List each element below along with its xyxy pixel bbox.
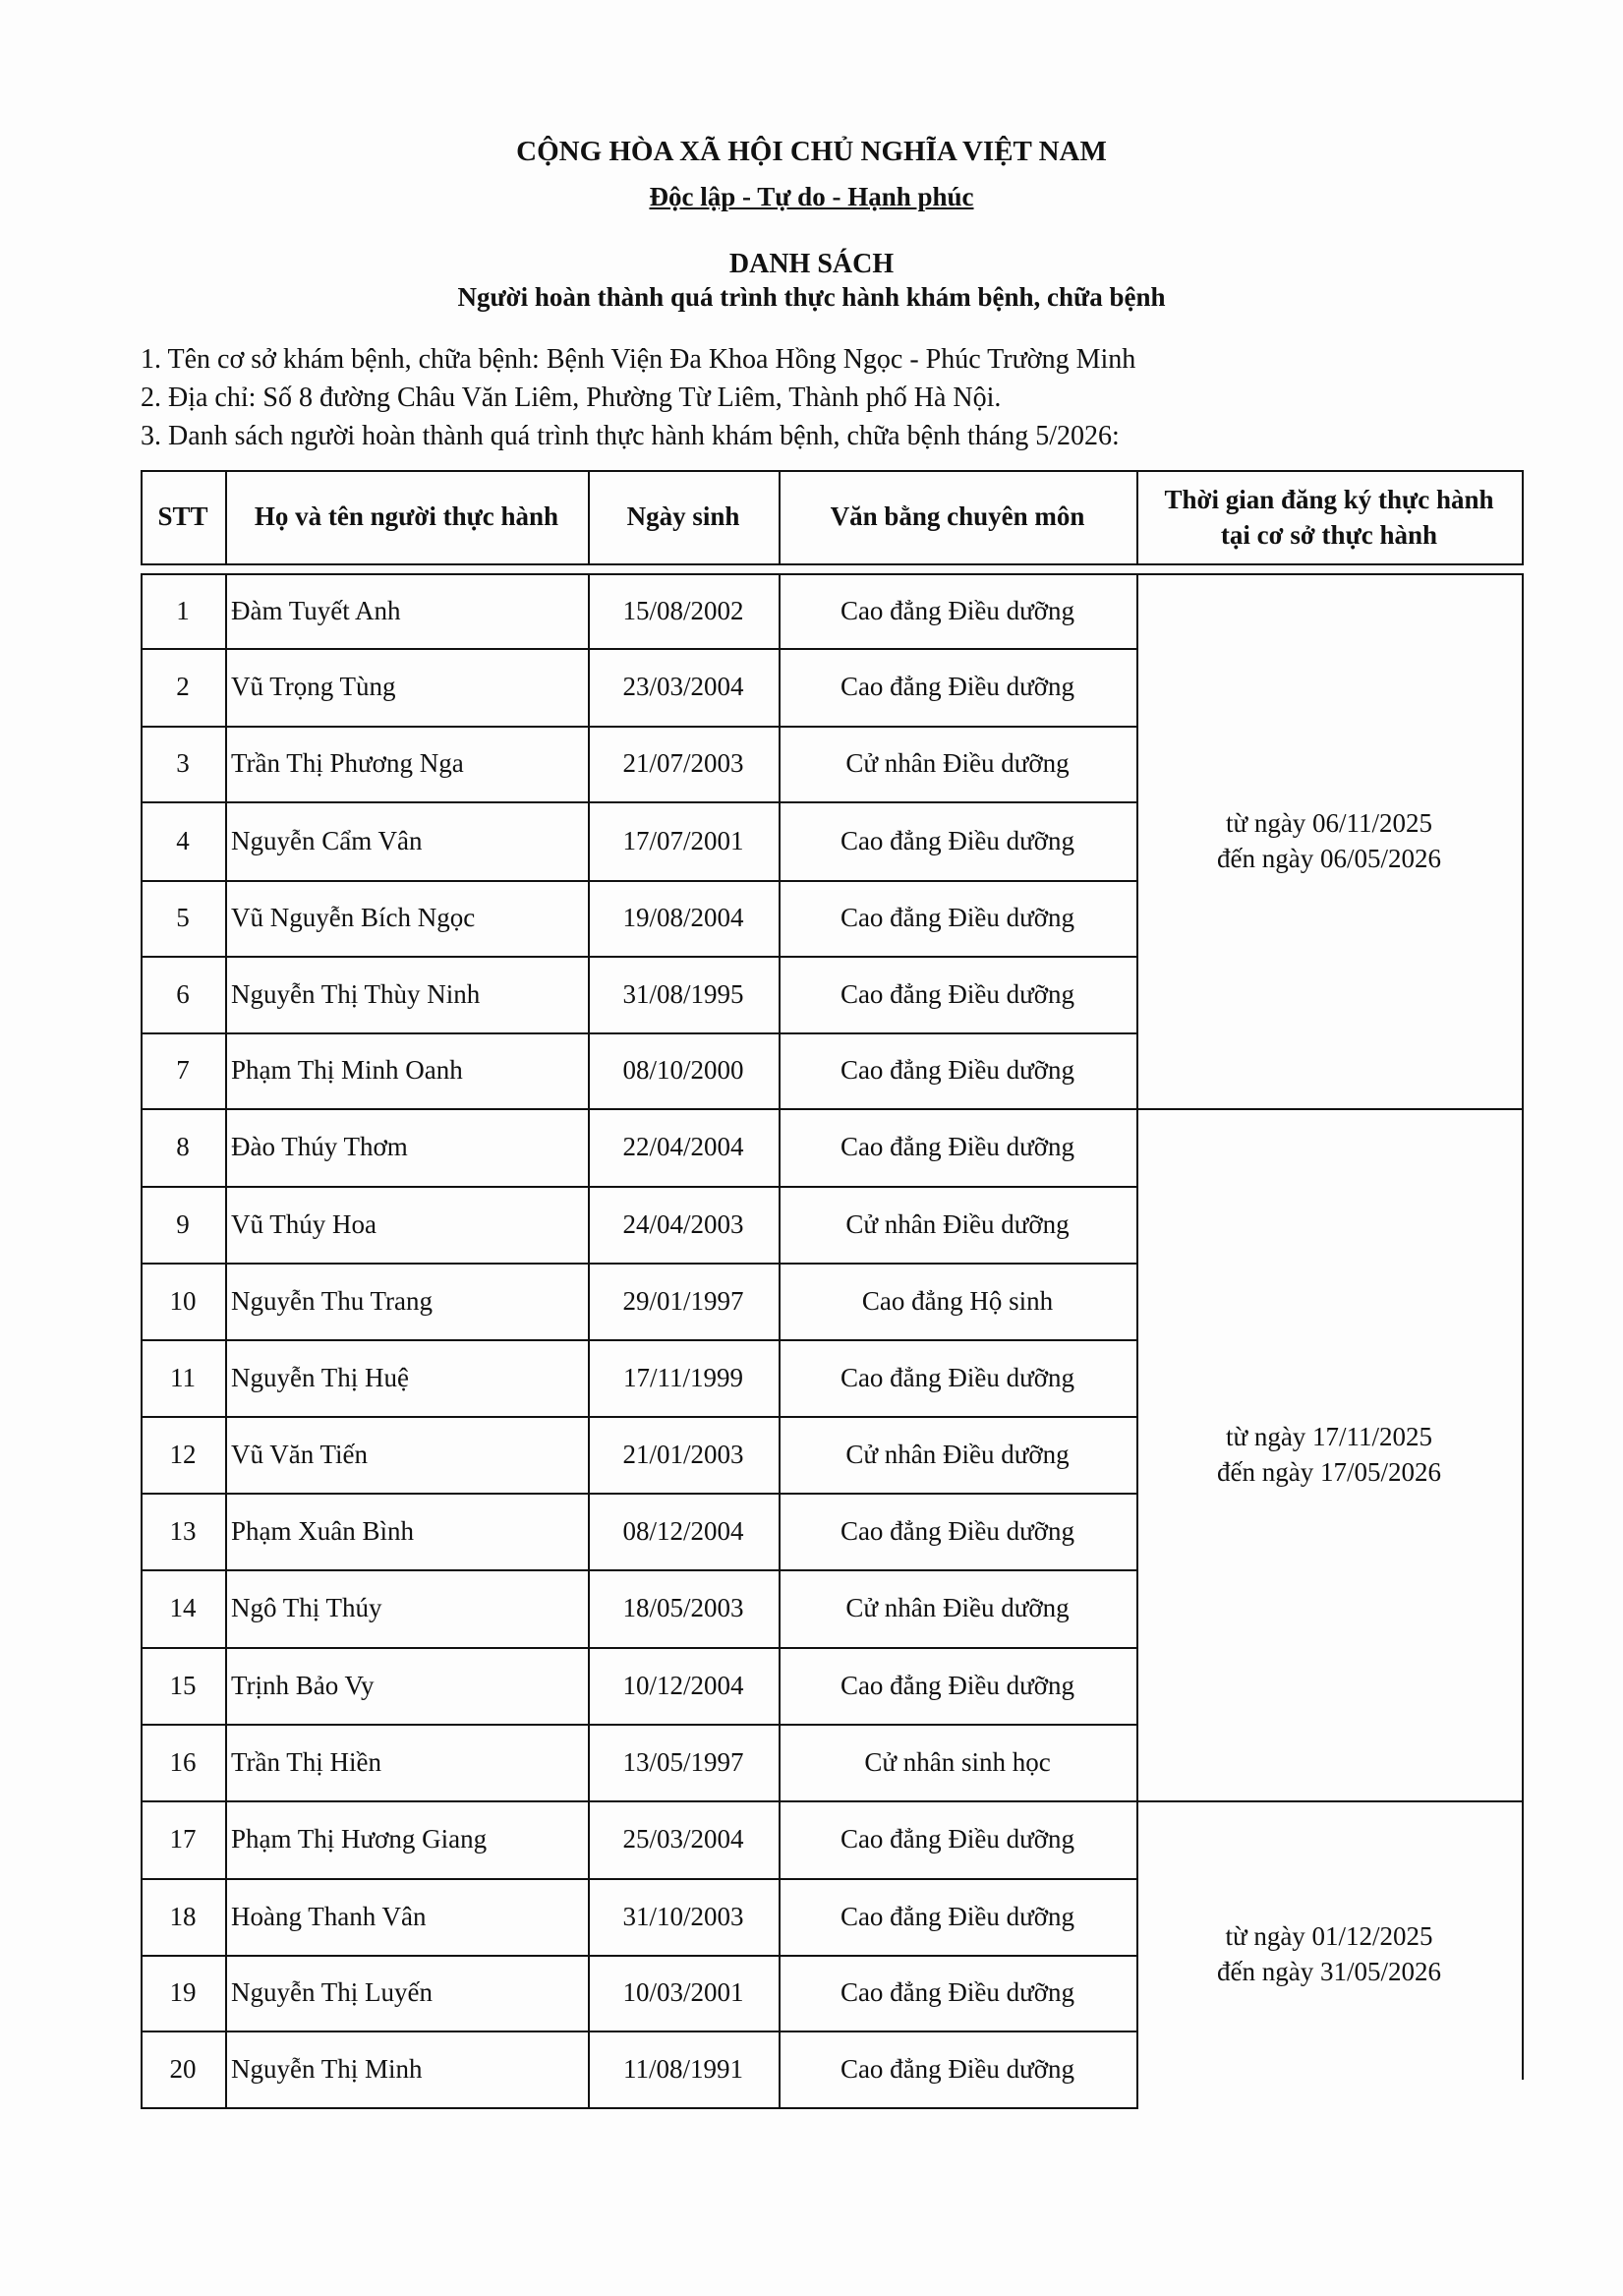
row-degree: Cao đẳng Điều dưỡng: [840, 1362, 1075, 1392]
row-stt: 11: [170, 1362, 196, 1392]
row-stt: 8: [176, 1132, 190, 1161]
row-degree: Cao đẳng Điều dưỡng: [840, 1132, 1075, 1161]
row-dob: 08/10/2000: [622, 1055, 744, 1085]
row-dob: 15/08/2002: [622, 595, 744, 625]
row-name: Nguyễn Thị Minh: [231, 2053, 423, 2084]
row-name: Nguyễn Cẩm Vân: [231, 825, 423, 855]
row-stt: 4: [176, 825, 190, 855]
row-dob: 29/01/1997: [622, 1285, 744, 1316]
row-dob: 18/05/2003: [622, 1593, 744, 1622]
header-name: Họ và tên người thực hành: [254, 501, 559, 531]
row-dob: 24/04/2003: [622, 1208, 744, 1239]
row-stt: 2: [176, 672, 190, 701]
table-rule: [1522, 470, 1524, 565]
national-motto: Độc lập - Tự do - Hạnh phúc: [649, 182, 974, 211]
address-line: 2. Địa chỉ: Số 8 đường Châu Văn Liêm, Phường Từ Liêm, Thành phố Hà Nội.: [141, 383, 1002, 413]
row-degree: Cao đẳng Hộ sinh: [861, 1285, 1054, 1316]
row-stt: 15: [169, 1670, 197, 1700]
row-dob: 19/08/2004: [622, 903, 744, 932]
row-name: Trần Thị Phương Nga: [231, 748, 464, 778]
header-dob: Ngày sinh: [626, 501, 740, 531]
period-from: từ ngày 17/11/2025: [1225, 1422, 1433, 1451]
row-dob: 08/12/2004: [622, 1515, 744, 1546]
row-name: Đào Thúy Thơm: [231, 1132, 408, 1161]
row-name: Nguyễn Thị Luyến: [231, 1977, 433, 2007]
row-degree: Cao đẳng Điều dưỡng: [840, 1901, 1075, 1931]
row-degree: Cử nhân Điều dưỡng: [845, 748, 1070, 778]
row-dob: 13/05/1997: [622, 1746, 744, 1777]
row-name: Vũ Nguyễn Bích Ngọc: [231, 903, 476, 932]
row-name: Vũ Trọng Tùng: [231, 672, 396, 701]
row-degree: Cao đẳng Điều dưỡng: [840, 595, 1075, 625]
row-degree: Cao đẳng Điều dưỡng: [840, 1670, 1075, 1700]
row-name: Nguyễn Thị Huệ: [231, 1362, 409, 1392]
period-to: đến ngày 17/05/2026: [1217, 1457, 1441, 1487]
row-stt: 1: [176, 595, 190, 625]
row-name: Phạm Thị Hương Giang: [231, 1824, 488, 1854]
row-degree: Cao đẳng Điều dưỡng: [840, 903, 1075, 932]
period-from: từ ngày 01/12/2025: [1225, 1921, 1433, 1951]
row-dob: 11/08/1991: [622, 2053, 743, 2084]
row-name: Trịnh Bảo Vy: [231, 1670, 375, 1700]
row-stt: 9: [176, 1208, 190, 1239]
row-degree: Cử nhân Điều dưỡng: [845, 1593, 1070, 1622]
period-to: đến ngày 06/05/2026: [1217, 844, 1441, 873]
row-degree: Cao đẳng Điều dưỡng: [840, 1977, 1075, 2007]
table-rule: [141, 2107, 1138, 2109]
row-degree: Cao đẳng Điều dưỡng: [840, 672, 1075, 701]
row-stt: 5: [176, 903, 190, 932]
header-period-line: tại cơ sở thực hành: [1220, 519, 1438, 550]
table-rule: [141, 563, 1524, 565]
header-period: [1136, 470, 1522, 563]
row-dob: 17/11/1999: [622, 1362, 743, 1392]
row-dob: 22/04/2004: [622, 1132, 744, 1161]
row-name: Đàm Tuyết Anh: [231, 595, 401, 625]
row-degree: Cao đẳng Điều dưỡng: [840, 825, 1075, 855]
header-stt: STT: [157, 501, 208, 531]
row-dob: 25/03/2004: [622, 1824, 744, 1854]
row-stt: 7: [176, 1055, 190, 1085]
row-name: Phạm Xuân Bình: [231, 1515, 414, 1546]
period-from: từ ngày 06/11/2025: [1225, 808, 1433, 838]
row-stt: 17: [169, 1824, 197, 1854]
row-degree: Cao đẳng Điều dưỡng: [840, 1515, 1075, 1546]
period-to: đến ngày 31/05/2026: [1217, 1957, 1441, 1986]
row-name: Vũ Văn Tiến: [231, 1439, 369, 1469]
document-title: DANH SÁCH: [728, 249, 895, 279]
row-degree: Cử nhân Điều dưỡng: [845, 1439, 1070, 1469]
row-dob: 21/01/2003: [622, 1439, 744, 1469]
row-stt: 20: [169, 2053, 197, 2084]
facility-name-line: 1. Tên cơ sở khám bệnh, chữa bệnh: Bệnh Viện Đa Khoa Hồng Ngọc - Phúc Trường Minh: [141, 344, 1136, 375]
period-cell: [1136, 1108, 1522, 1800]
row-stt: 6: [176, 978, 190, 1009]
row-degree: Cử nhân Điều dưỡng: [845, 1208, 1070, 1239]
row-stt: 10: [169, 1285, 197, 1316]
row-dob: 31/08/1995: [622, 978, 744, 1009]
row-stt: 3: [176, 748, 190, 778]
country-name: CỘNG HÒA XÃ HỘI CHỦ NGHĨA VIỆT NAM: [516, 136, 1107, 167]
row-name: Vũ Thúy Hoa: [231, 1208, 377, 1239]
row-stt: 13: [169, 1515, 197, 1546]
row-name: Nguyễn Thu Trang: [231, 1285, 434, 1316]
row-name: Hoàng Thanh Vân: [231, 1901, 427, 1931]
row-degree: Cao đẳng Điều dưỡng: [840, 1055, 1075, 1085]
row-name: Phạm Thị Minh Oanh: [231, 1055, 463, 1085]
row-stt: 12: [169, 1439, 197, 1469]
row-dob: 17/07/2001: [622, 825, 744, 855]
period-cell: [1136, 573, 1522, 1108]
row-dob: 21/07/2003: [622, 748, 744, 778]
row-degree: Cao đẳng Điều dưỡng: [840, 2053, 1075, 2084]
row-stt: 16: [169, 1746, 197, 1777]
row-degree: Cao đẳng Điều dưỡng: [840, 978, 1075, 1009]
row-stt: 19: [169, 1977, 197, 2007]
row-stt: 14: [169, 1593, 197, 1622]
row-degree: Cử nhân sinh học: [864, 1746, 1051, 1777]
list-intro-line: 3. Danh sách người hoàn thành quá trình thực hành khám bệnh, chữa bệnh tháng 5/2026:: [141, 421, 1120, 451]
header-degree: Văn bằng chuyên môn: [830, 501, 1085, 531]
row-name: Ngô Thị Thúy: [231, 1593, 382, 1622]
row-dob: 10/03/2001: [622, 1977, 744, 2007]
row-name: Nguyễn Thị Thùy Ninh: [231, 978, 481, 1009]
period-cell: [1136, 1800, 1522, 2107]
row-degree: Cao đẳng Điều dưỡng: [840, 1824, 1075, 1854]
row-dob: 23/03/2004: [622, 672, 744, 701]
header-period-line: Thời gian đăng ký thực hành: [1164, 484, 1494, 514]
document-subtitle: Người hoàn thành quá trình thực hành khám bệnh, chữa bệnh: [457, 282, 1166, 312]
row-dob: 31/10/2003: [622, 1901, 744, 1931]
row-stt: 18: [169, 1901, 197, 1931]
table-rule: [1522, 573, 1524, 2080]
row-name: Trần Thị Hiền: [231, 1746, 382, 1777]
row-dob: 10/12/2004: [622, 1670, 744, 1700]
